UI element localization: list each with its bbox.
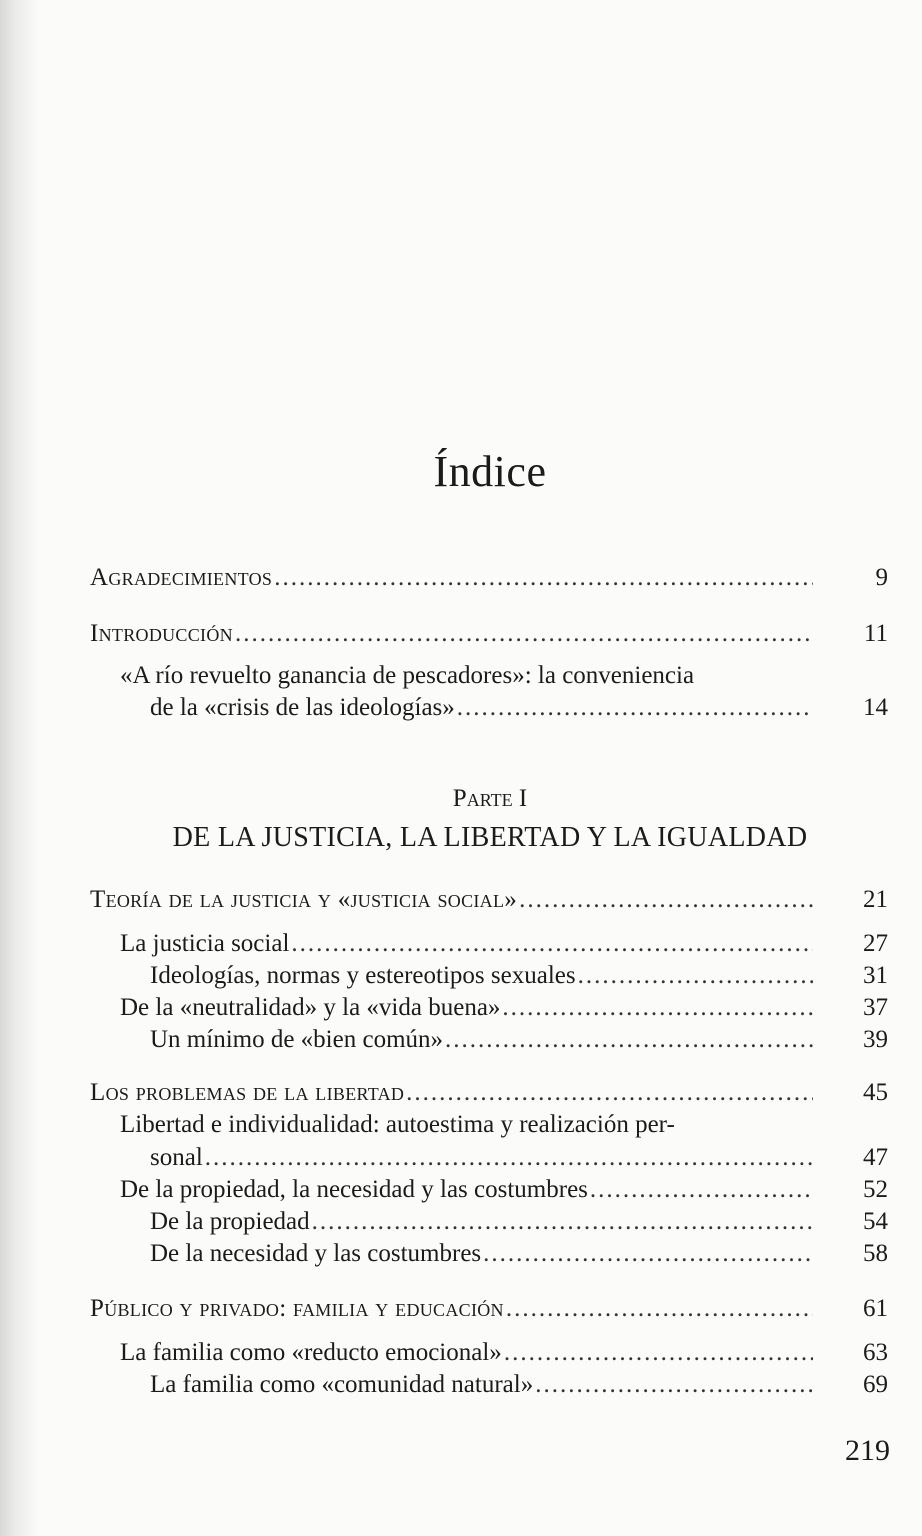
dot-leader <box>519 885 813 915</box>
toc-entry-propiedad[interactable] <box>150 1207 888 1237</box>
toc-entry-label: La familia como «comunidad natural» <box>150 1371 534 1398</box>
toc-entry-libertad-individualidad-line1[interactable]: Libertad e individualidad: autoestima y realización per- <box>120 1111 675 1138</box>
toc-entry-justicia-social[interactable] <box>120 929 888 959</box>
toc-page-number: 47 <box>863 1144 888 1171</box>
dot-leader <box>502 993 813 1023</box>
toc-page-number: 45 <box>863 1079 888 1106</box>
toc-entry-label: sonal <box>150 1144 203 1171</box>
toc-entry-reducto-emocional[interactable] <box>120 1338 888 1368</box>
toc-entry-neutralidad[interactable] <box>120 993 888 1023</box>
toc-page-number: 52 <box>863 1176 888 1203</box>
part-label: Parte I <box>452 785 528 812</box>
dot-leader <box>504 1338 813 1368</box>
toc-entry-necesidad-costumbres[interactable] <box>150 1239 888 1269</box>
toc-entry-label: La familia como «reducto emocional» <box>120 1339 502 1366</box>
part-title: DE LA JUSTICIA, LA LIBERTAD Y LA IGUALDAD <box>172 822 808 853</box>
toc-entry-label: de la «crisis de las ideologías» <box>150 694 455 721</box>
toc-entry-label: De la «neutralidad» y la «vida buena» <box>120 994 501 1021</box>
dot-leader <box>590 1175 813 1205</box>
toc-page-number: 31 <box>863 962 888 989</box>
toc-entry-label: Público y privado: familia y educación <box>90 1295 504 1322</box>
toc-entry-comunidad-natural[interactable] <box>150 1370 888 1400</box>
toc-entry-problemas-libertad[interactable] <box>90 1078 888 1108</box>
toc-page-number: 54 <box>863 1208 888 1235</box>
toc-entry-label: Teoría de la justicia y «justicia social» <box>90 886 518 913</box>
toc-page-number: 58 <box>863 1240 888 1267</box>
dot-leader <box>312 1207 813 1237</box>
toc-entry-teoria-justicia[interactable] <box>90 885 888 915</box>
toc-entry-label: La justicia social <box>120 930 290 957</box>
dot-leader <box>205 1143 813 1173</box>
dot-leader <box>457 693 813 723</box>
toc-entry-propiedad-necesidad[interactable] <box>120 1175 888 1205</box>
toc-entry-agradecimientos[interactable] <box>90 563 888 593</box>
toc-entry-a-rio-revuelto[interactable] <box>150 693 888 723</box>
dot-leader <box>291 929 813 959</box>
toc-page-number: 11 <box>863 620 888 647</box>
dot-leader <box>506 1294 813 1324</box>
toc-page-number: 63 <box>863 1339 888 1366</box>
page-title: Índice <box>433 447 547 496</box>
toc-page-number: 37 <box>863 994 888 1021</box>
toc-entry-publico-privado[interactable] <box>90 1294 888 1324</box>
toc-entry-introduccion[interactable] <box>90 619 888 649</box>
dot-leader <box>406 1078 813 1108</box>
toc-entry-label: De la necesidad y las costumbres <box>150 1240 482 1267</box>
toc-page-number: 14 <box>863 694 888 721</box>
toc-page-number: 9 <box>875 564 888 591</box>
dot-leader <box>235 619 813 649</box>
toc-entry-a-rio-revuelto-line1[interactable]: «A río revuelto ganancia de pescadores»: la conveniencia <box>120 662 695 689</box>
toc-entry-label: Ideologías, normas y estereotipos sexuales <box>150 962 576 989</box>
toc-entry-label: De la propiedad, la necesidad y las costumbres <box>120 1176 588 1203</box>
toc-entry-libertad-individualidad[interactable] <box>150 1143 888 1173</box>
toc-page-number: 69 <box>863 1371 888 1398</box>
toc-entry-label: De la propiedad <box>150 1208 310 1235</box>
toc-entry-label: Un mínimo de «bien común» <box>150 1026 444 1053</box>
toc-page-number: 61 <box>863 1295 888 1322</box>
dot-leader <box>578 961 813 991</box>
dot-leader <box>274 563 813 593</box>
toc-page-number: 27 <box>863 930 888 957</box>
toc-entry-bien-comun[interactable] <box>150 1025 888 1055</box>
dot-leader <box>483 1239 813 1269</box>
toc-entry-ideologias[interactable] <box>150 961 888 991</box>
toc-page-number: 21 <box>863 886 888 913</box>
dot-leader <box>535 1370 813 1400</box>
toc-entry-label: Los problemas de la libertad <box>90 1079 405 1106</box>
toc-entry-label: Agradecimientos <box>90 564 273 591</box>
toc-entry-label: Introducción <box>90 620 233 647</box>
toc-page-number: 39 <box>863 1026 888 1053</box>
dot-leader <box>445 1025 813 1055</box>
page-number: 219 <box>845 1434 890 1467</box>
